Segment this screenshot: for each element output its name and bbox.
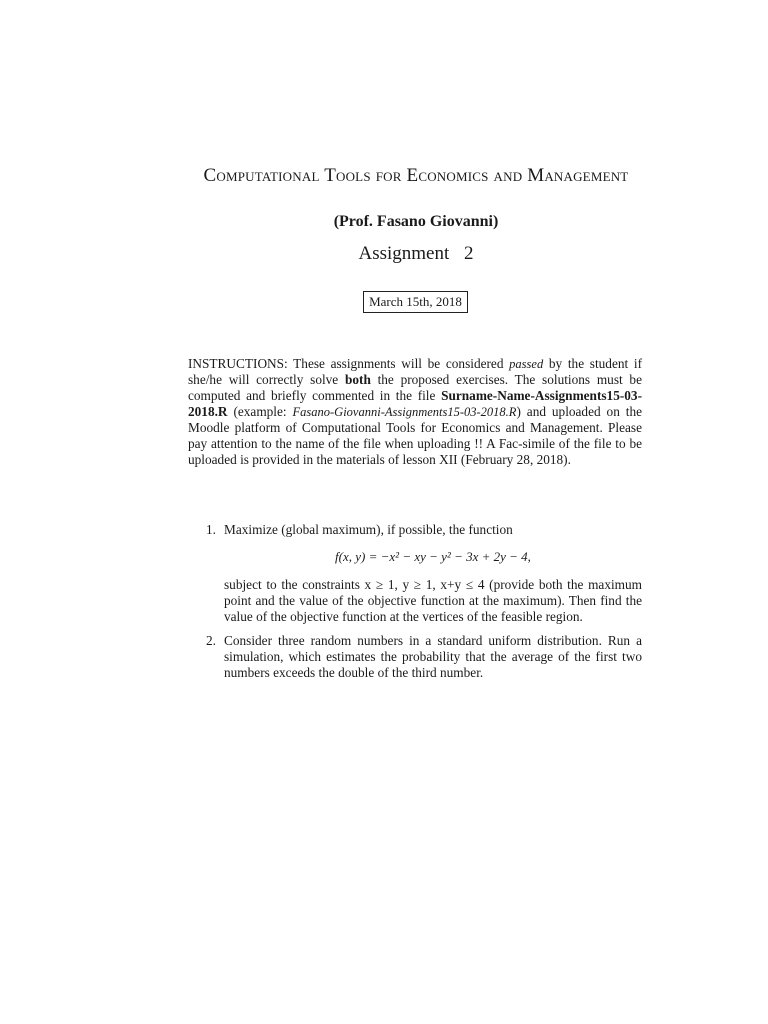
instructions-text: (example: — [227, 404, 293, 419]
document-title: Computational Tools for Economics and Management — [203, 165, 629, 186]
exercise-item — [206, 633, 642, 681]
instructions-example-filename: Fasano-Giovanni-Assignments15-03-2018.R — [292, 405, 517, 419]
instructions-paragraph — [188, 356, 642, 468]
exercise-text: Consider three random numbers in a standard uniform distribution. Run a simulation, which estimates the probability that the average of the first two numbers exceeds the double of the third number. — [224, 633, 642, 680]
assignment-heading: Assignment 2 — [358, 243, 474, 264]
exercise-list — [206, 522, 642, 681]
instructions-text: by the student if she/he will correctly solve — [188, 356, 642, 387]
exercise-text: subject to the constraints x ≥ 1, y ≥ 1, x+y ≤ 4 (provide both the maximum point and the value of the objective function at the maximum). Then find the value of the objective function at the vertices of the feasible region. — [224, 577, 642, 624]
instructions-passed: passed — [509, 357, 544, 371]
professor-name: (Prof. Fasano Giovanni) — [333, 213, 499, 230]
instructions-text: the proposed exercises. The solutions must be computed and briefly commented in the file — [188, 372, 642, 403]
exercise-intro: Maximize (global maximum), if possible, the function — [224, 522, 513, 537]
exercise-item — [206, 522, 642, 625]
instructions-both: both — [344, 372, 371, 387]
instructions-filename: Surname-Name-Assignments15-03-2018.R — [188, 388, 642, 419]
date-box: March 15th, 2018 — [363, 291, 468, 313]
instructions-text: INSTRUCTIONS: These assignments will be considered — [188, 356, 510, 371]
exercise-number: 2. — [206, 633, 216, 648]
exercise-formula: f(x, y) = −x² − xy − y² − 3x + 2y − 4, — [335, 549, 531, 564]
instructions-text: ) and uploaded on the Moodle platform of Computational Tools for Economics and Management. Please pay attention to the name of the file when uploading !! A Fac-simile of the file to be uploaded is provided in the materials of lesson XII (February 28, 2018). — [188, 404, 642, 467]
exercise-number: 1. — [206, 522, 216, 537]
